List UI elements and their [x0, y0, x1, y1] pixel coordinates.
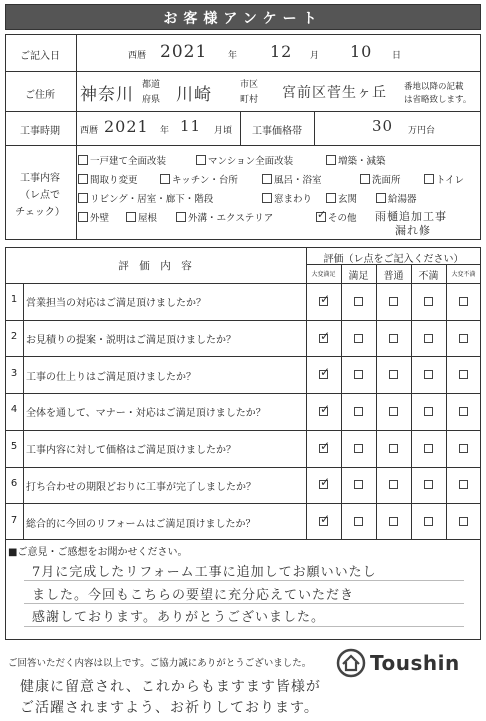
work-option-label: 外壁: [90, 213, 110, 224]
info-divider: [76, 34, 77, 240]
rating-checkbox[interactable]: [354, 517, 363, 526]
question-number: 5: [10, 441, 18, 453]
rating-checkbox[interactable]: [424, 334, 433, 343]
checkbox[interactable]: [326, 193, 336, 203]
date-day-unit: 日: [392, 51, 402, 61]
work-option[interactable]: [424, 172, 464, 186]
rating-column-divider: [376, 264, 377, 540]
rating-checkbox[interactable]: [424, 297, 433, 306]
rating-checkbox[interactable]: [354, 480, 363, 489]
work-option-label: 窓まわり: [274, 194, 313, 205]
work-option-label: 洗面所: [372, 175, 401, 186]
date-year: 2021: [160, 42, 208, 62]
eval-row-line: [5, 393, 481, 394]
rating-checkbox[interactable]: [319, 334, 328, 343]
content-label-3: チェック）: [15, 207, 65, 218]
checkbox[interactable]: [262, 174, 272, 184]
city-suffix-top: 市区: [240, 80, 259, 90]
work-option-label: 風呂・浴室: [274, 175, 322, 186]
eval-num-divider: [23, 283, 24, 540]
info-hline-1: [5, 71, 481, 72]
rating-checkbox[interactable]: [459, 297, 468, 306]
city-suffix-bottom: 町村: [240, 95, 259, 105]
eval-row-line: [5, 356, 481, 357]
other-text-1: 雨樋追加工事: [375, 210, 447, 223]
period-month: 11: [180, 117, 202, 135]
question-text: 工事の仕上りはご満足頂けましたか？: [26, 371, 196, 383]
work-option-label: キッチン・台所: [172, 175, 238, 186]
rating-checkbox[interactable]: [389, 370, 398, 379]
work-option[interactable]: [176, 210, 273, 224]
work-option[interactable]: [262, 191, 312, 205]
question-number: 6: [10, 477, 18, 489]
work-option[interactable]: [326, 191, 357, 205]
rating-column-divider: [341, 264, 342, 540]
eval-row-line: [5, 320, 481, 321]
address-note-2: は省略致します。: [404, 95, 472, 105]
date-year-unit: 年: [228, 51, 238, 61]
rating-checkbox[interactable]: [354, 370, 363, 379]
other-text-2: 漏れ修: [395, 224, 431, 237]
price-value: 30: [372, 117, 394, 135]
work-option[interactable]: [360, 172, 401, 186]
work-option[interactable]: [160, 172, 238, 186]
checkbox[interactable]: [176, 212, 186, 222]
rating-checkbox[interactable]: [354, 407, 363, 416]
work-option-label: 屋根: [138, 213, 158, 224]
rating-column-header: 大変不満: [451, 271, 476, 278]
rating-checkbox[interactable]: [319, 517, 328, 526]
question-text: 全体を通して、マナー・対応はご満足頂けましたか？: [26, 408, 266, 420]
eval-row-line: [5, 430, 481, 431]
period-year: 2021: [104, 117, 149, 136]
comment-rule-2: [24, 603, 464, 604]
work-option[interactable]: [78, 153, 166, 167]
work-option-label: 一戸建て全面改装: [90, 156, 167, 167]
period-year-unit: 年: [160, 126, 170, 136]
rating-column-divider: [446, 264, 447, 540]
work-option[interactable]: [196, 153, 293, 167]
date-month: 12: [270, 42, 293, 61]
comment-line-1: 7月に完成したリフォーム工事に追加してお願いいたし: [32, 565, 377, 580]
checkbox[interactable]: [262, 193, 272, 203]
house-logo-icon: [336, 648, 366, 678]
question-number: 1: [10, 294, 18, 306]
question-text: 総合的に今回のリフォームはご満足頂けましたか？: [26, 518, 256, 530]
rating-checkbox[interactable]: [354, 334, 363, 343]
address-note-1: 番地以降の記載: [404, 82, 464, 92]
rating-checkbox[interactable]: [354, 297, 363, 306]
rating-checkbox[interactable]: [319, 407, 328, 416]
rating-checkbox[interactable]: [389, 297, 398, 306]
eval-header-line: [5, 283, 481, 284]
rating-checkbox[interactable]: [424, 407, 433, 416]
checkbox[interactable]: [196, 155, 206, 165]
rating-checkbox[interactable]: [424, 370, 433, 379]
rating-checkbox[interactable]: [354, 444, 363, 453]
content-label-1: 工事内容: [20, 173, 60, 184]
rating-checkbox[interactable]: [319, 370, 328, 379]
page-title: お客様アンケート: [163, 11, 323, 27]
rating-checkbox[interactable]: [459, 444, 468, 453]
rating-checkbox[interactable]: [424, 517, 433, 526]
rating-checkbox[interactable]: [459, 334, 468, 343]
brand-logo: [336, 648, 481, 680]
work-option[interactable]: [376, 191, 417, 205]
checkbox[interactable]: [78, 193, 88, 203]
price-unit: 万円台: [408, 126, 436, 136]
work-option[interactable]: [78, 172, 138, 186]
eval-rating-header: 評価（レ点をご記入ください）: [323, 254, 464, 265]
address-prefecture: 神奈川: [80, 85, 134, 105]
comment-rule-1: [24, 580, 464, 581]
rating-checkbox[interactable]: [389, 407, 398, 416]
rating-checkbox[interactable]: [389, 517, 398, 526]
question-number: 2: [10, 331, 18, 343]
question-text: 工事内容に対して価格はご満足頂けましたか？: [26, 445, 236, 457]
work-option[interactable]: [326, 153, 386, 167]
address-town: 宮前区菅生ヶ丘: [282, 85, 387, 101]
period-era: 西暦: [80, 126, 99, 136]
comment-line-3: 感謝しております。ありがとうございました。: [32, 610, 325, 625]
rating-checkbox[interactable]: [319, 297, 328, 306]
eval-row-line: [5, 503, 481, 504]
work-option-label: その他: [328, 213, 357, 224]
rating-column-header: 満足: [348, 271, 369, 282]
checkbox[interactable]: [78, 155, 88, 165]
rating-checkbox[interactable]: [389, 334, 398, 343]
checkbox[interactable]: [360, 174, 370, 184]
work-option-label: 玄関: [338, 194, 358, 205]
question-text: お見積りの提案・説明はご満足頂けましたか？: [26, 335, 236, 347]
work-option[interactable]: [316, 210, 357, 224]
rating-checkbox[interactable]: [424, 480, 433, 489]
rating-checkbox[interactable]: [319, 444, 328, 453]
work-option-label: 増築・減築: [338, 156, 386, 167]
checkbox[interactable]: [78, 174, 88, 184]
checkbox[interactable]: [316, 212, 326, 222]
date-day: 10: [350, 42, 373, 61]
work-option-label: トイレ: [436, 175, 465, 186]
footer-thanks: ご回答いただく内容は以上です。ご協力誠にありがとうございました。: [8, 658, 312, 669]
work-option-label: 給湯器: [388, 194, 417, 205]
price-divider-right: [314, 111, 315, 145]
work-option[interactable]: [78, 191, 213, 205]
work-option-label: 外溝・エクステリア: [188, 213, 274, 224]
date-label: ご記入日: [20, 51, 60, 62]
eval-row-line: [5, 467, 481, 468]
address-city: 川崎: [176, 85, 212, 105]
work-option[interactable]: [262, 172, 322, 186]
rating-checkbox[interactable]: [389, 480, 398, 489]
address-label: ご住所: [25, 90, 55, 101]
rating-column-header: 大変満足: [311, 271, 336, 278]
date-era: 西暦: [128, 51, 147, 61]
work-option[interactable]: [126, 210, 157, 224]
checkbox[interactable]: [326, 155, 336, 165]
checkbox[interactable]: [424, 174, 434, 184]
content-label-2: （レ点で: [20, 190, 60, 201]
rating-checkbox[interactable]: [459, 517, 468, 526]
period-label: 工事時期: [20, 126, 60, 137]
info-hline-3: [5, 145, 481, 146]
period-suffix: 月頃: [214, 126, 233, 136]
question-number: 4: [10, 404, 18, 416]
brand-name: Toushin: [370, 651, 460, 675]
checkbox[interactable]: [126, 212, 136, 222]
checkbox[interactable]: [376, 193, 386, 203]
work-option-label: 間取り変更: [90, 175, 138, 186]
question-text: 打ち合わせの期限どおりに工事が完了しましたか？: [26, 481, 256, 493]
date-month-unit: 月: [310, 51, 320, 61]
question-number: 7: [10, 514, 18, 526]
checkbox[interactable]: [78, 212, 88, 222]
rating-column-header: 普通: [383, 271, 404, 282]
rating-checkbox[interactable]: [459, 407, 468, 416]
footer-message-1: 健康に留意され、これからもますます皆様が: [20, 679, 321, 695]
comments-label: ■ご意見・ご感想をお聞かせください。: [8, 547, 188, 558]
rating-column-header: 不満: [418, 271, 439, 282]
work-option-label: マンション全面改装: [208, 156, 294, 167]
pref-suffix-top: 都道: [142, 80, 161, 90]
rating-column-divider: [411, 264, 412, 540]
rating-checkbox[interactable]: [459, 480, 468, 489]
rating-checkbox[interactable]: [319, 480, 328, 489]
work-option[interactable]: [78, 210, 109, 224]
info-hline-2: [5, 111, 481, 112]
work-option-label: リビング・居室・廊下・階段: [90, 194, 214, 205]
footer-message-2: ご活躍されますよう、お祈りしております。: [20, 700, 319, 716]
eval-content-header: 評 価 内 容: [118, 260, 192, 272]
checkbox[interactable]: [160, 174, 170, 184]
question-number: 3: [10, 367, 18, 379]
comment-rule-3: [24, 626, 464, 627]
rating-checkbox[interactable]: [459, 370, 468, 379]
rating-checkbox[interactable]: [424, 444, 433, 453]
pref-suffix-bottom: 府県: [142, 95, 161, 105]
price-label: 工事価格帯: [252, 126, 302, 137]
question-text: 営業担当の対応はご満足頂けましたか？: [26, 298, 206, 310]
comment-line-2: ました。今回もこちらの要望に充分応えていただき: [32, 588, 355, 603]
rating-checkbox[interactable]: [389, 444, 398, 453]
